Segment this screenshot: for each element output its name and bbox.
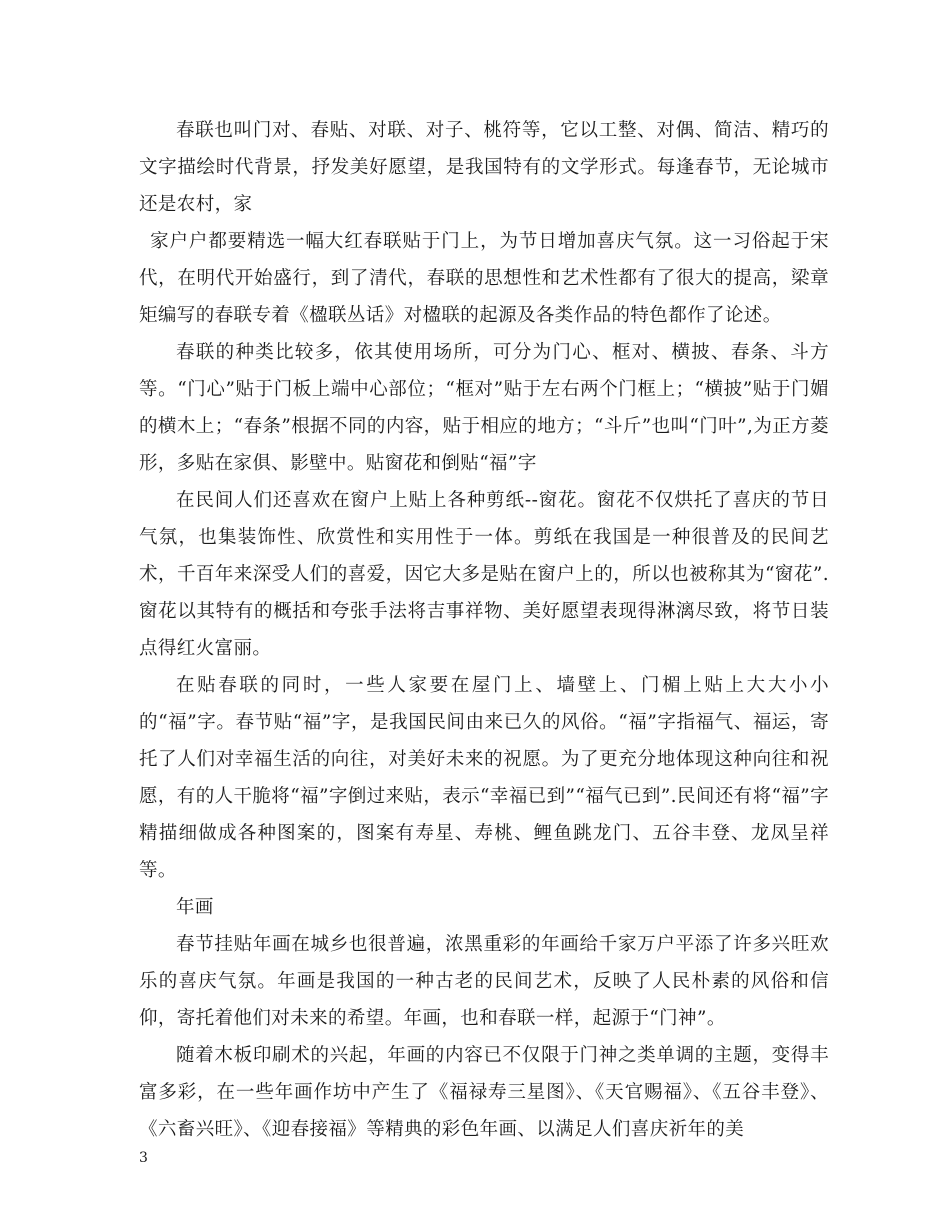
section-heading-new-year-pictures: 年画 — [176, 897, 214, 918]
paragraph-window-flowers: 在民间人们还喜欢在窗户上贴上各种剪纸--窗花。窗花不仅烘托了喜庆的节日气氛，也集装饰性、欣赏性和实用性于一体。剪纸在我国是一种很普及的民间艺术，千百年来深受人们的喜爱，因它大多是贴在窗户上的，所以也被称其为“窗花”.窗花以其特有的概括和夸张手法将吉事祥物、美好愿望表现得淋漓尽致，将节日装点得红火富丽。 — [139, 490, 829, 659]
document-body — [139, 112, 829, 1148]
paragraph-couplets-types: 春联的种类比较多，依其使用场所，可分为门心、框对、横披、春条、斗方等。“门心”贴于门板上端中心部位；“框对”贴于左右两个门框上；“横披”贴于门媚的横木上；“春条”根据不同的内容，贴于相应的地方；“斗斤”也叫“门叶”,为正方菱形，多贴在家俱、影壁中。贴窗花和倒贴“福”字 — [139, 342, 829, 474]
paragraph-couplets-intro: 春联也叫门对、春贴、对联、对子、桃符等，它以工整、对偶、简洁、精巧的文字描绘时代背景，抒发美好愿望，是我国特有的文学形式。每逢春节，无论城市还是农村，家 — [139, 120, 829, 215]
paragraph-new-year-pictures: 春节挂贴年画在城乡也很普遍，浓黑重彩的年画给千家万户平添了许多兴旺欢乐的喜庆气氛。年画是我国的一种古老的民间艺术，反映了人民朴素的风俗和信仰，寄托着他们对未来的希望。年画，也和春联一样，起源于“门神”。 — [139, 934, 829, 1029]
paragraph-couplets-history: 家户户都要精选一幅大红春联贴于门上，为节日增加喜庆气氛。这一习俗起于宋代，在明代开始盛行，到了清代，春联的思想性和艺术性都有了很大的提高，梁章矩编写的春联专着《楹联丛话》对楹联的起源及各类作品的特色都作了论述。 — [139, 231, 829, 326]
paragraph-woodblock-printing: 随着木板印刷术的兴起，年画的内容已不仅限于门神之类单调的主题，变得丰富多彩，在一些年画作坊中产生了《福禄寿三星图》、《天官赐福》、《五谷丰登》、《六畜兴旺》、《迎春接福》等精典的彩色年画、以满足人们喜庆祈年的美 — [139, 1045, 829, 1140]
page-number: 3 — [139, 1150, 148, 1166]
paragraph-fu-character: 在贴春联的同时，一些人家要在屋门上、墙壁上、门楣上贴上大大小小的“福”字。春节贴“福”字，是我国民间由来已久的风俗。“福”字指福气、福运，寄托了人们对幸福生活的向往，对美好未来的祝愿。为了更充分地体现这种向往和祝愿，有的人干脆将“福”字倒过来贴，表示“幸福已到”“福气已到”.民间还有将“福”字精描细做成各种图案的，图案有寿星、寿桃、鲤鱼跳龙门、五谷丰登、龙凤呈祥等。 — [139, 675, 829, 881]
